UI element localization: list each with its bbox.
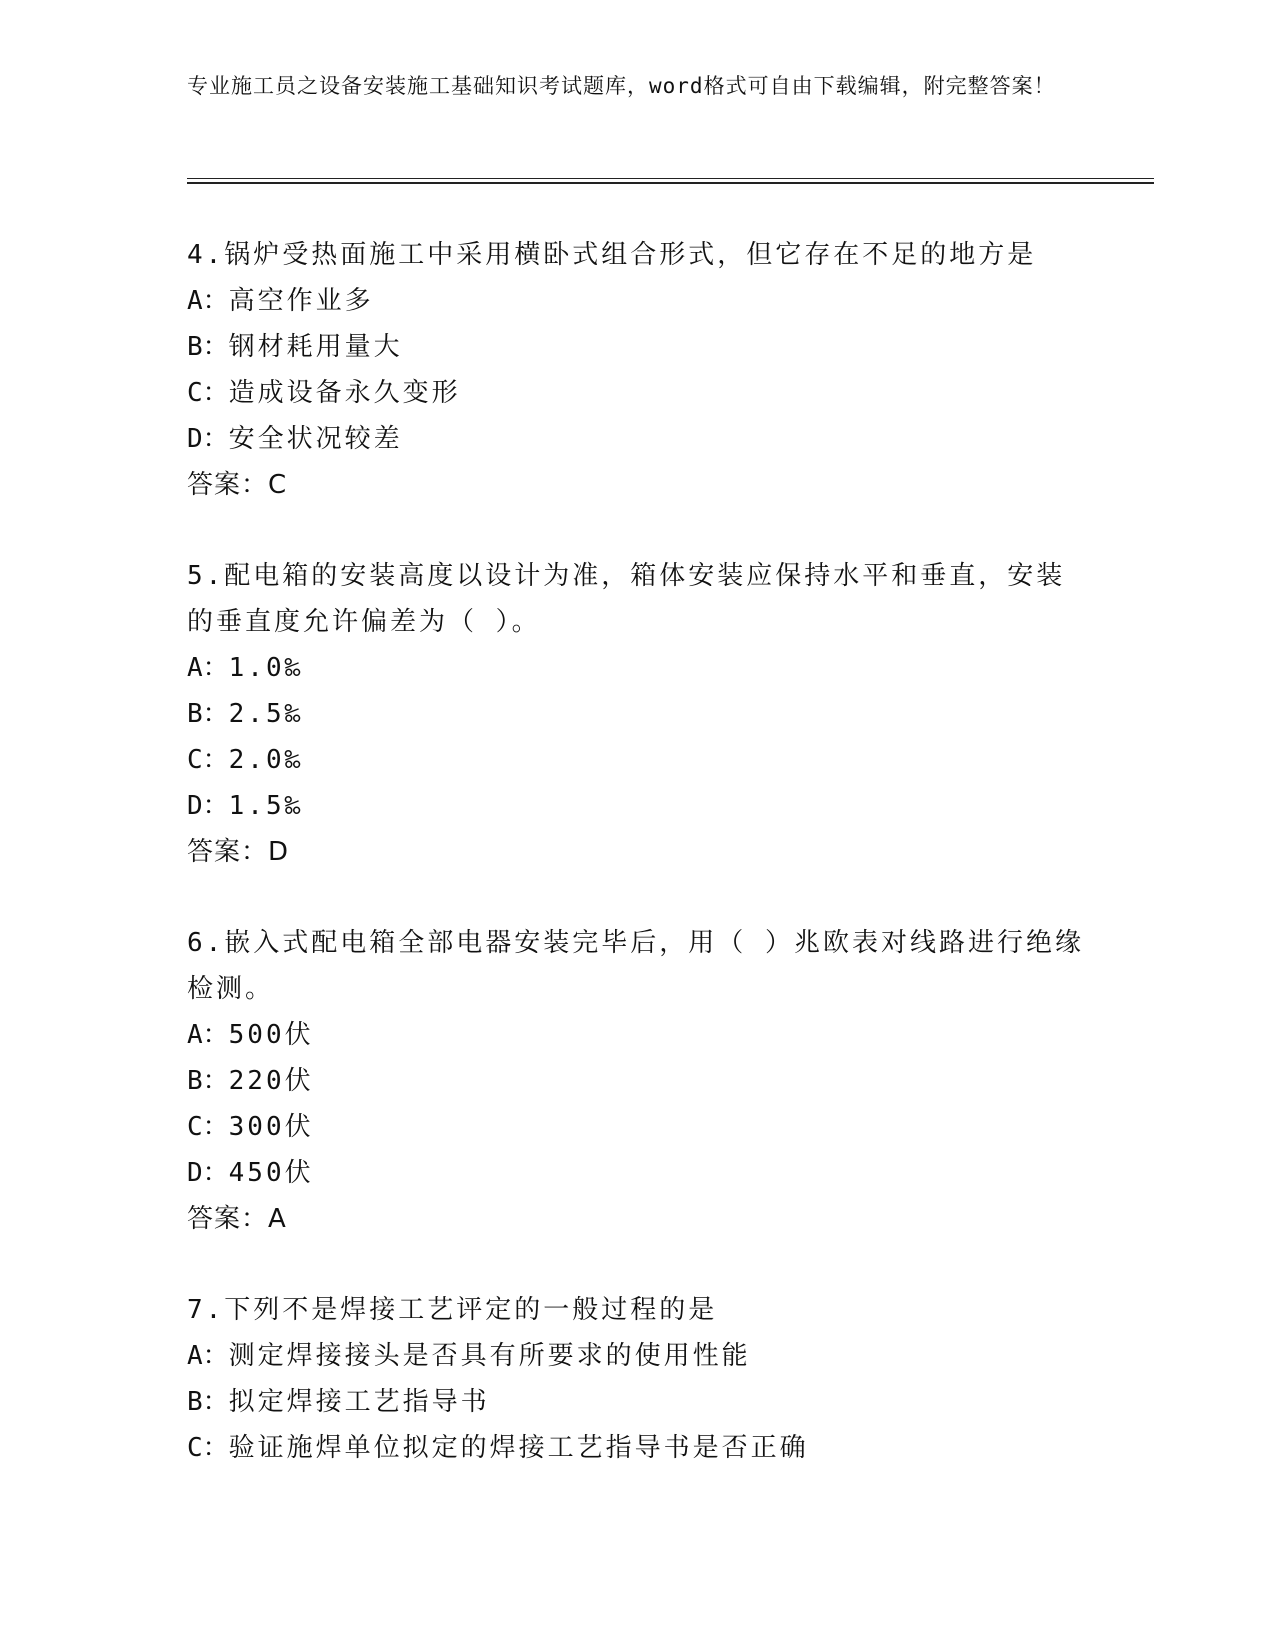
option-d [187,416,1087,462]
option-key: B： [187,699,229,729]
option-key: B： [187,1387,229,1417]
option-text: 1.0‰ [228,653,304,683]
option-b [187,1058,1087,1104]
option-b [187,691,1087,737]
option-a [187,1333,1087,1379]
question-5 [187,553,1087,875]
option-text: 高空作业多 [228,286,374,316]
option-text: 2.5‰ [228,699,304,729]
option-key: C： [187,1433,229,1463]
header-divider-thin [187,178,1154,179]
option-b [187,1379,1087,1425]
option-key: B： [187,332,229,362]
option-key: D： [187,791,229,821]
option-key: B： [187,1066,229,1096]
answer-line: 答案：D [187,837,290,867]
option-text: 1.5‰ [228,791,304,821]
option-text: 拟定焊接工艺指导书 [228,1387,490,1417]
question-stem: 6.嵌入式配电箱全部电器安装完毕后，用（ ）兆欧表对线路进行绝缘检测。 [187,928,1084,1004]
answer-line: 答案：A [187,1204,287,1234]
option-text: 450伏 [228,1158,314,1188]
option-text: 测定焊接接头是否具有所要求的使用性能 [228,1341,751,1371]
option-c [187,737,1087,783]
option-text: 钢材耗用量大 [228,332,403,362]
option-a [187,1012,1087,1058]
option-d [187,783,1087,829]
option-a [187,645,1087,691]
header-divider-thick [187,182,1154,184]
option-c [187,1425,1087,1471]
option-text: 验证施焊单位拟定的焊接工艺指导书是否正确 [228,1433,809,1463]
option-text: 造成设备永久变形 [228,378,461,408]
option-text: 220伏 [228,1066,314,1096]
option-text: 安全状况较差 [228,424,403,454]
question-7 [187,1287,1087,1471]
question-6 [187,920,1087,1242]
document-header-intro: 专业施工员之设备安装施工基础知识考试题库，word格式可自由下载编辑，附完整答案！ [187,74,1056,98]
option-text: 500伏 [228,1020,314,1050]
question-stem: 5.配电箱的安装高度以设计为准，箱体安装应保持水平和垂直，安装的垂直度允许偏差为（ ）。 [187,561,1066,637]
question-stem: 7.下列不是焊接工艺评定的一般过程的是 [187,1295,718,1325]
option-key: C： [187,1112,229,1142]
answer-line: 答案：C [187,470,288,500]
option-key: A： [187,1020,229,1050]
option-b [187,324,1087,370]
option-text: 300伏 [228,1112,314,1142]
question-stem: 4.锅炉受热面施工中采用横卧式组合形式，但它存在不足的地方是 [187,240,1037,270]
option-key: A： [187,286,229,316]
option-a [187,278,1087,324]
option-key: A： [187,653,229,683]
option-c [187,370,1087,416]
question-list [187,232,1087,1516]
option-c [187,1104,1087,1150]
option-key: D： [187,1158,229,1188]
question-4 [187,232,1087,508]
option-text: 2.0‰ [228,745,304,775]
option-key: C： [187,378,229,408]
option-key: D： [187,424,229,454]
option-key: C： [187,745,229,775]
option-d [187,1150,1087,1196]
option-key: A： [187,1341,229,1371]
